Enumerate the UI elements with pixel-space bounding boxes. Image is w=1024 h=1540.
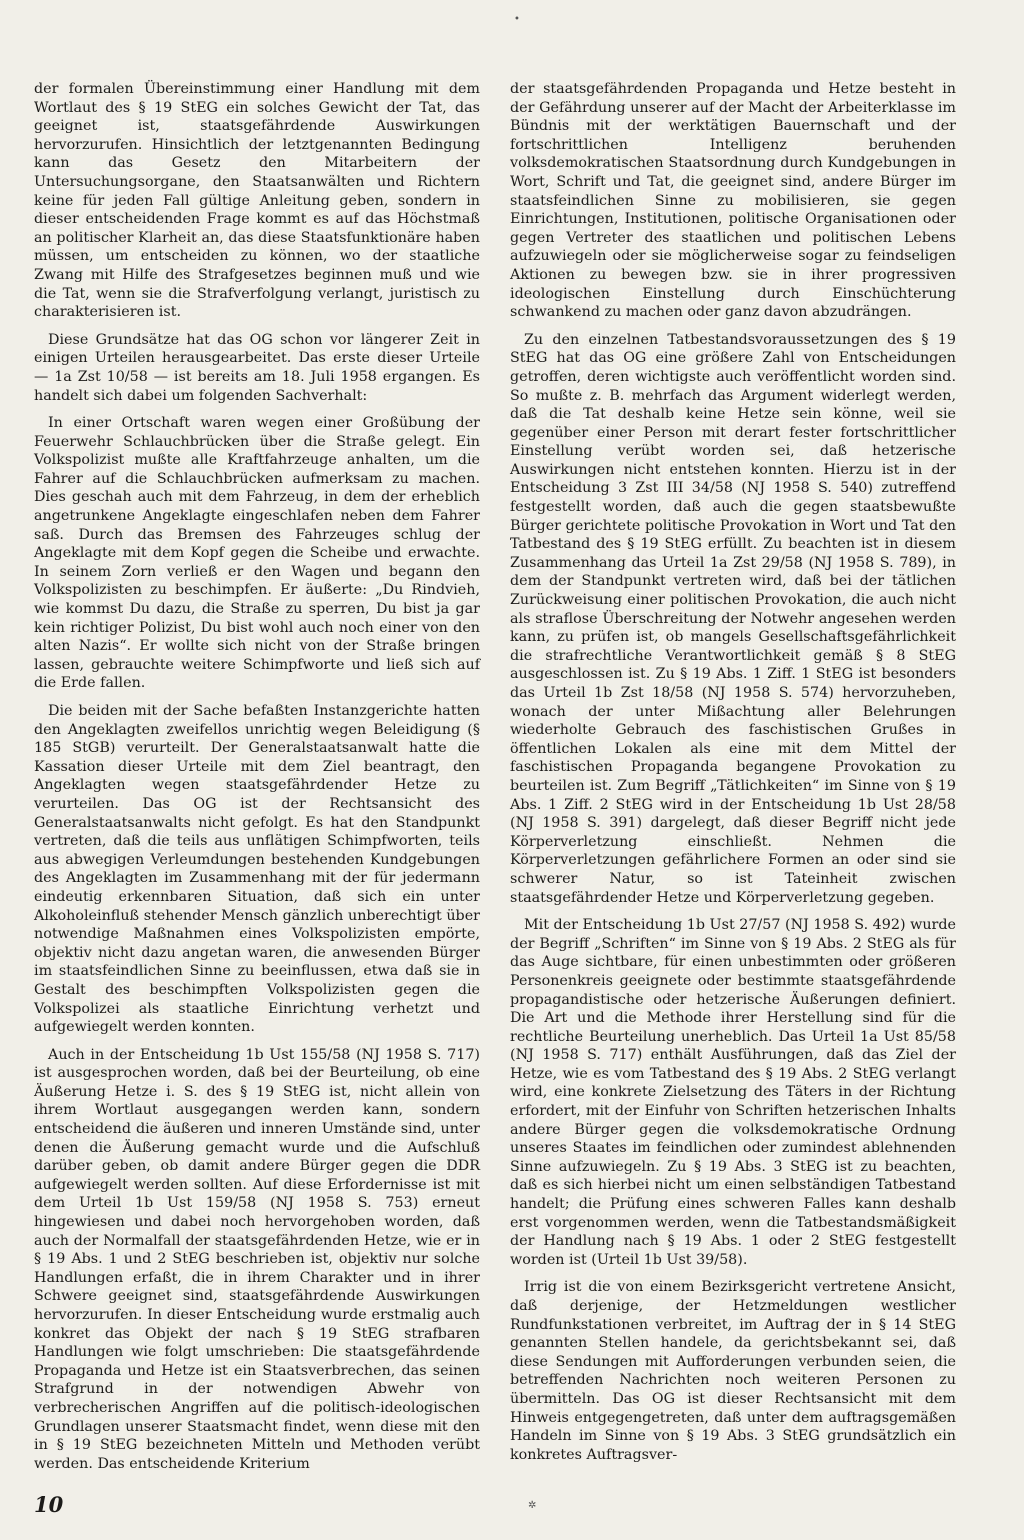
paragraph: Mit der Entscheidung 1b Ust 27/57 (NJ 1958 S. 492) wurde der Begriff „Schriften“ im Sinne von § 19 Abs. 2 StEG als für das Auge sichtbare, für einen unbestimmten oder größeren Personenkreis geeignete oder bestimmte staatsgefährdende propagandistische oder hetzerische Äußerungen definiert. Die Art und die Methode ihrer Herstellung sind für die rechtliche Beurteilung unerheblich. Das Urteil 1a Ust 85/58 (NJ 1958 S. 717) enthält Ausführungen, daß das Ziel der Hetze, wie es vom Tatbestand des § 19 Abs. 2 StEG verlangt wird, eine konkrete Zielsetzung des Täters in der Richtung erfordert, mit der Einfuhr von Schriften hetzerischen Inhalts andere Bürger gegen die volksdemokratische Ordnung unseres Staates im feindlichen oder zumindest ablehnenden Sinne aufzuwiegeln. Zu § 19 Abs. 3 StEG ist zu beachten, daß es sich hierbei nicht um einen selbständigen Tatbestand handelt; die Prüfung eines schweren Falles kann deshalb erst vorgenommen werden, wenn die Tatbestandsmäßigkeit der Handlung nach § 19 Abs. 1 oder 2 StEG festgestellt worden ist (Urteil 1b Ust 39/58). <box>510 917 956 1268</box>
page-number: 10 <box>34 1492 64 1517</box>
paragraph: der formalen Übereinstimmung einer Handlung mit dem Wortlaut des § 19 StEG ein solches Gewicht der Tat, das geeignet ist, staatsgefährdende Auswirkungen hervorzurufen. Hinsichtlich der letztgenannten Bedingung kann das Gesetz den Mitarbeitern der Untersuchungsorgane, den Staatsanwälten und Richtern keine für jeden Fall gültige Anleitung geben, sondern in dieser entscheidenden Frage kommt es auf das Höchstmaß an politischer Klarheit an, das diese Staatsfunktionäre haben müssen, um entscheiden zu können, wo der staatliche Zwang mit Hilfe des Strafgesetzes beginnen muß und wie die Tat, wenn sie die Strafverfolgung verlangt, juristisch zu charakterisieren ist. <box>34 81 480 321</box>
paragraph: Diese Grundsätze hat das OG schon vor längerer Zeit in einigen Urteilen herausgearbeitet. Das erste dieser Urteile — 1a Zst 10/58 — ist bereits am 18. Juli 1958 ergangen. Es handelt sich dabei um folgenden Sachverhalt: <box>34 331 480 404</box>
paragraph: Zu den einzelnen Tatbestandsvoraussetzungen des § 19 StEG hat das OG eine größere Zahl von Entscheidungen getroffen, deren wichtigste auch veröffentlicht worden sind. So mußte z. B. mehrfach das Argument widerlegt werden, daß die Tat deshalb keine Hetze sein könne, weil sie gegenüber einer Person mit derart fester fortschrittlicher Einstellung verübt worden sei, daß hetzerische Auswirkungen nicht entstehen konnten. Hierzu ist in der Entscheidung 3 Zst III 34/58 (NJ 1958 S. 540) zutreffend festgestellt worden, daß auch die gegen staatsbewußte Bürger gerichtete politische Provokation in Wort und Tat den Tatbestand des § 19 StEG erfüllt. Zu beachten ist in diesem Zusammenhang das Urteil 1a Zst 29/58 (NJ 1958 S. 789), in dem der Standpunkt vertreten wird, daß bei der tätlichen Zurückweisung einer politischen Provokation, die auch nicht als straflose Überschreitung der Notwehr angesehen werden kann, zu prüfen ist, ob mangels Gesellschaftsgefährlichkeit die strafrechtliche Verantwortlichkeit gemäß § 8 StEG ausgeschlossen ist. Zu § 19 Abs. 1 Ziff. 1 StEG ist besonders das Urteil 1b Zst 18/58 (NJ 1958 S. 574) hervorzuheben, wonach der unter Mißachtung aller Belehrungen wiederholte Gebrauch des faschistischen Grußes in öffentlichen Lokalen als eine mit dem Mittel der faschistischen Propaganda begangene Provokation zu beurteilen ist. Zum Begriff „Tätlichkeiten“ im Sinne von § 19 Abs. 1 Ziff. 2 StEG wird in der Entscheidung 1b Ust 28/58 (NJ 1958 S. 391) dargelegt, daß dieser Begriff nicht jede Körperverletzung einschließt. Nehmen die Körperverletzungen gefährlichere Formen an oder sind sie schwerer Natur, so ist Tateinheit zwischen staatsgefährdender Hetze und Körperverletzung gegeben. <box>510 331 956 906</box>
right-column <box>510 80 956 1473</box>
paragraph: der staatsgefährdenden Propaganda und Hetze besteht in der Gefährdung unserer auf der Macht der Arbeiterklasse im Bündnis mit der werktätigen Bauernschaft und der fortschrittlichen Intelligenz beruhenden volksdemokratischen Staatsordnung durch Kundgebungen in Wort, Schrift und Tat, die geeignet sind, andere Bürger im staatsfeindlichen Sinne zu mobilisieren, sie gegen Einrichtungen, Institutionen, politische Organisationen oder gegen Vertreter des staatlichen und politischen Lebens aufzuwiegeln oder sie möglicherweise sogar zu feindseligen Aktionen zu bewegen bzw. sie in ihrer progressiven ideologischen Einstellung durch Einschüchterung schwankend zu machen oder ganz davon abzudrängen. <box>510 81 956 321</box>
print-mark-bottom: ✲ <box>528 1500 537 1511</box>
paragraph: Die beiden mit der Sache befaßten Instanzgerichte hatten den Angeklagten zweifellos unrichtig wegen Beleidigung (§ 185 StGB) verurteilt. Der Generalstaatsanwalt hatte die Kassation dieser Urteile mit dem Ziel beantragt, den Angeklagten wegen staatsgefährdender Hetze zu verurteilen. Das OG ist der Rechtsansicht des Generalstaatsanwalts nicht gefolgt. Es hat den Standpunkt vertreten, daß die teils aus unflätigen Schimpfworten, teils aus abwegigen Verleumdungen bestehenden Kundgebungen des Angeklagten im Zusammenhang mit der für jedermann eindeutig erkennbaren Situation, daß sich ein unter Alkoholeinfluß stehender Mensch gänzlich unberechtigt über notwendige Maßnahmen eines Volkspolizisten empörte, objektiv nicht dazu angetan waren, die anwesenden Bürger im staatsfeindlichen Sinne zu beeinflussen, etwa daß sie in Gestalt des beschimpften Volkspolizisten gegen die Volkspolizei als staatliche Einrichtung verhetzt und aufgewiegelt werden konnten. <box>34 703 480 1036</box>
print-mark-top: • <box>514 14 520 25</box>
paragraph: In einer Ortschaft waren wegen einer Großübung der Feuerwehr Schlauchbrücken über die Straße gelegt. Ein Volkspolizist mußte alle Kraftfahrzeuge anhalten, um die Fahrer auf die Schlauchbrücken aufmerksam zu machen. Dies geschah auch mit dem Fahrzeug, in dem der erheblich angetrunkene Angeklagte eingeschlafen neben dem Fahrer saß. Durch das Bremsen des Fahrzeuges schlug der Angeklagte mit dem Kopf gegen die Scheibe und erwachte. In seinem Zorn verließ er den Wagen und begann den Volkspolizisten zu beschimpfen. Er äußerte: „Du Rindvieh, wie kommst Du dazu, die Straße zu sperren, Du bist ja gar kein richtiger Polizist, Du bist wohl auch noch einer von den alten Nazis“. Er wollte sich nicht von der Straße bringen lassen, gebrauchte weitere Schimpfworte und ließ sich auf die Erde fallen. <box>34 415 480 692</box>
paragraph: Auch in der Entscheidung 1b Ust 155/58 (NJ 1958 S. 717) ist ausgesprochen worden, daß bei der Beurteilung, ob eine Äußerung Hetze i. S. des § 19 StEG ist, nicht allein von ihrem Wortlaut ausgegangen werden kann, sondern entscheidend die äußeren und inneren Umstände sind, unter denen die Äußerung gemacht wurde und die Aufschluß darüber geben, ob damit andere Bürger gegen die DDR aufgewiegelt werden sollten. Auf diese Erfordernisse ist mit dem Urteil 1b Ust 159/58 (NJ 1958 S. 753) erneut hingewiesen und dabei noch hervorgehoben worden, daß auch der Normalfall der staatsgefährdenden Hetze, wie er in § 19 Abs. 1 und 2 StEG beschrieben ist, objektiv nur solche Handlungen erfaßt, die in ihrem Charakter und in ihrer Schwere geeignet sind, staatsgefährdende Auswirkungen hervorzurufen. In dieser Entscheidung wurde erstmalig auch konkret das Objekt der nach § 19 StEG strafbaren Handlungen wie folgt umschrieben: Die staatsgefährdende Propaganda und Hetze ist ein Staatsverbrechen, das seinen Strafgrund in der notwendigen Abwehr von verbrecherischen Angriffen auf die politisch-ideologischen Grundlagen unserer Staatsmacht findet, wenn diese mit den in § 19 StEG bezeichneten Mitteln und Methoden verübt werden. Das entscheidende Kriterium <box>34 1046 480 1472</box>
paragraph: Irrig ist die von einem Bezirksgericht vertretene Ansicht, daß derjenige, der Hetzmeldungen westlicher Rundfunkstationen verbreitet, im Auftrag der in § 14 StEG genannten Stellen handele, da gerichtsbekannt sei, daß diese Sendungen mit Aufforderungen verbunden seien, die betreffenden Nachrichten noch weiteren Personen zu übermitteln. Das OG ist dieser Rechtsansicht mit dem Hinweis entgegengetreten, daß unter dem auftragsgemäßen Handeln im Sinne von § 19 Abs. 3 StEG grundsätzlich ein konkretes Auftragsver- <box>510 1279 956 1463</box>
left-column <box>34 80 480 1482</box>
